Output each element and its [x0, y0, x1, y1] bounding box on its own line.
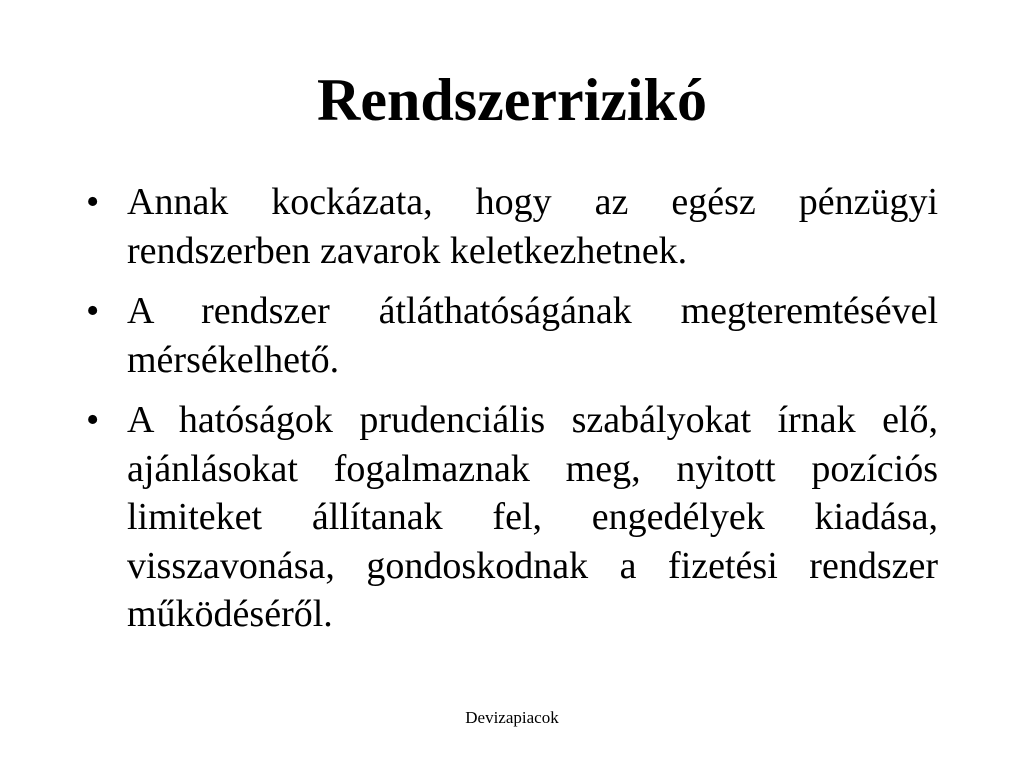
- bullet-marker: •: [86, 290, 100, 332]
- bullet-text: A hatóságok prudenciális szabályokat írnak elő, ajánlásokat fogalmaznak meg, nyitott pozíciós limiteket állítanak fel, engedélyek kiadása, visszavonása, gondoskodnak a fizetési rendszer működéséről.: [127, 399, 938, 635]
- bullet-list: [84, 178, 938, 651]
- bullet-item: [84, 178, 938, 275]
- bullet-text: Annak kockázata, hogy az egész pénzügyi rendszerben zavarok keletkezhetnek.: [127, 181, 938, 272]
- bullet-item: [84, 287, 938, 384]
- slide-footer: Devizapiacok: [465, 708, 559, 727]
- bullet-marker: •: [86, 181, 100, 223]
- bullet-item: [84, 396, 938, 639]
- bullet-text: A rendszer átláthatóságának megteremtésével mérsékelhető.: [127, 290, 938, 381]
- bullet-marker: •: [86, 399, 100, 441]
- slide-title: Rendszerrizikó: [317, 67, 707, 133]
